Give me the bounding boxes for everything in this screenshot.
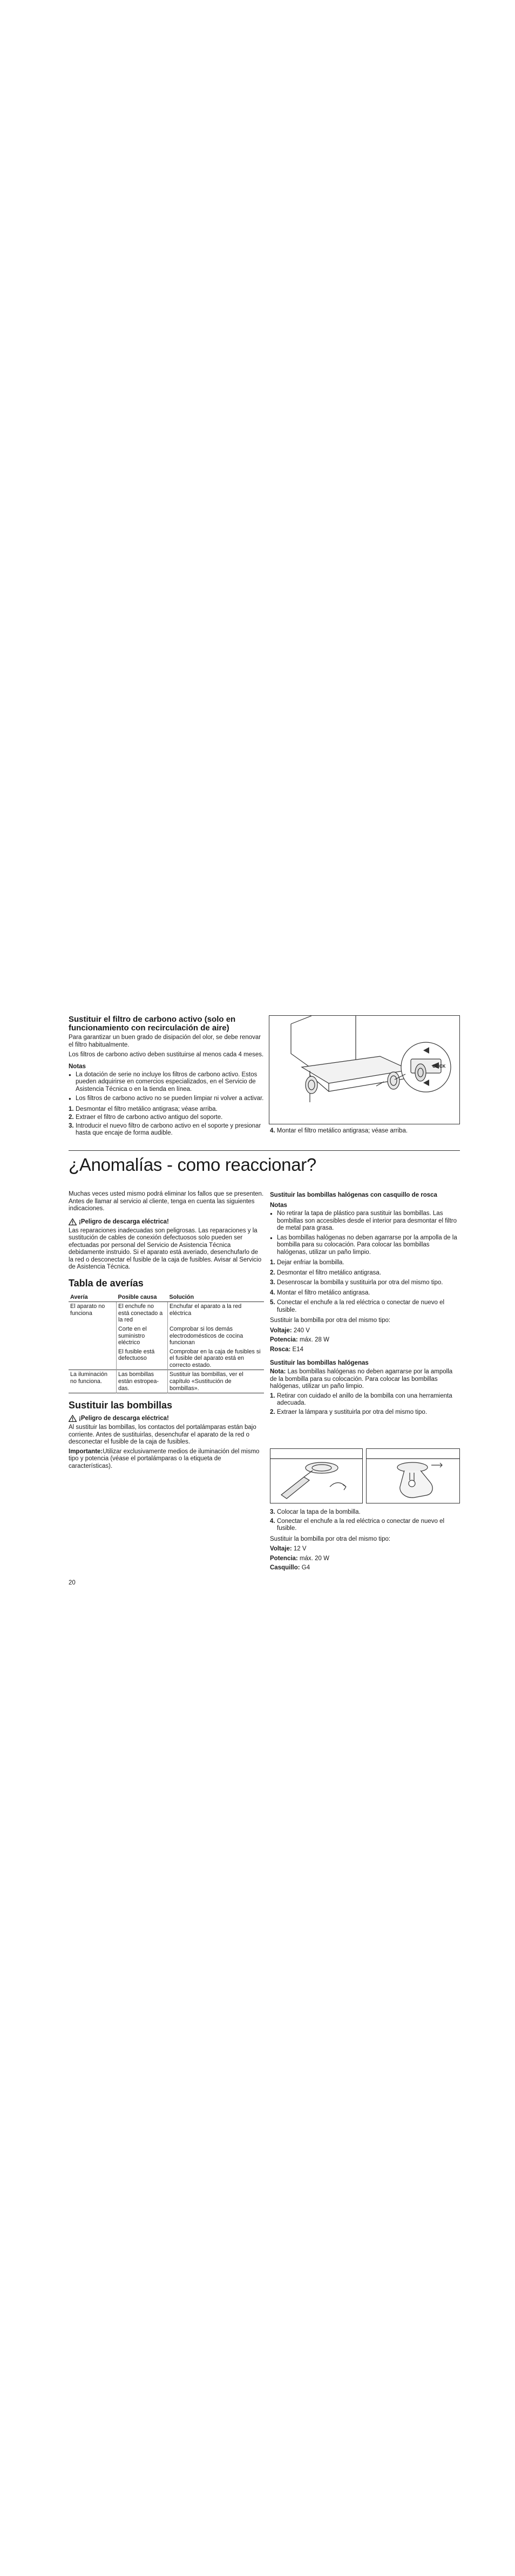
halogen-title: Sustituir las bombillas halógenas [270,1360,369,1366]
list-item: 4. Montar el filtro metálico antigrasa. [270,1289,370,1296]
bulb-hand-drawing [367,1449,459,1503]
halogen-final-steps [270,1509,460,1533]
bulb-ring-drawing [270,1449,362,1503]
list-item: 4. Conectar el enchufe a la red eléctrica o conectar de nuevo el fusible. [270,1518,445,1532]
spec-voltage: Voltaje: 12 V [270,1546,307,1552]
page-title: ¿Anomalías - como reaccionar? [69,1155,316,1175]
page-number: 20 [69,1580,76,1586]
list-item: ● La dotación de serie no incluye los filtros de carbono activo. Estos pueden adquirirse en comercios especializados, en el Servicio de Asistencia Técnica o en la tienda en línea. [69,1071,264,1094]
table-row: Corte en el suministro eléctrico Comprobar si los demás electrodomésticos de cocina funcionan [69,1325,264,1347]
halogen-replace: Sustituir la bombilla por otra del mismo tipo: [270,1535,391,1542]
halogen-screw-section [270,1192,460,1417]
danger-label: ¡Peligro de descarga eléctrica! [79,1218,169,1225]
halogen-note: Nota: Las bombillas halógenas no deben agarrarse por la ampolla de la bombilla para su colocación. Para colocar las bombillas halógenas, utilizar un paño limpio. [270,1368,453,1390]
list-item: 3. Colocar la tapa de la bombilla. [270,1509,361,1515]
bulbs-danger-warning [69,1415,264,1422]
carbon-final-step: 4. Montar el filtro metálico antigrasa; véase arriba. [270,1128,408,1134]
bulbs-title: Sustituir las bombillas [69,1400,173,1411]
list-item: 1. Dejar enfriar la bombilla. [270,1259,344,1266]
warning-triangle-icon [69,1415,77,1422]
bulbs-danger-label: ¡Peligro de descarga eléctrica! [79,1415,169,1422]
list-item: 2. Desmontar el filtro metálico antigrasa. [270,1269,382,1276]
spec-voltage: Voltaje: 240 V [270,1327,310,1334]
halogen-final-section [270,1508,460,1572]
carbon-filter-intro: Para garantizar un buen grado de disipación del olor, se debe renovar el filtro habitualmente. [69,1034,261,1048]
spec-power: Potencia: máx. 28 W [270,1337,329,1343]
halogen-screw-steps [270,1259,460,1314]
halogen-steps [270,1393,460,1417]
hood-filter-drawing [269,1016,459,1124]
spec-thread: Rosca: E14 [270,1346,304,1353]
carbon-filter-illustration [269,1015,460,1124]
bulbs-danger-text: Al sustituir las bombillas, los contactos del portalámparas están bajo corriente. Antes de sustituirlas, desenchufar el aparato de la red o desconectar el fusible de la caja de fusibles. [69,1424,256,1446]
bulb-replace-illustration [366,1448,460,1503]
carbon-filter-interval: Los filtros de carbono activo deben sustituirse al menos cada 4 meses. [69,1051,264,1058]
carbon-notes-list [69,1071,264,1103]
list-item: 1. Retirar con cuidado el anillo de la bombilla con una herramienta adecuada. [270,1392,452,1406]
click-label: CLICK [432,1064,446,1069]
list-item: 2. Extraer el filtro de carbono activo antiguo del soporte. [69,1114,223,1121]
spec-power: Potencia: máx. 20 W [270,1555,329,1562]
halogen-notes-label: Notas [270,1202,287,1209]
fault-table-title: Tabla de averías [69,1277,144,1289]
list-item: 3. Desenroscar la bombilla y sustituirla por otra del mismo tipo. [270,1279,443,1286]
section-divider [69,1150,460,1151]
table-header: Solución [168,1293,265,1302]
list-item: 3. Introducir el nuevo filtro de carbono activo en el soporte y presionar hasta que encaje de forma audible. [69,1122,261,1136]
troubleshooting-left-column [69,1191,264,1470]
troubleshooting-intro: Muchas veces usted mismo podrá eliminar los fallos que se presenten. Antes de llamar al servicio al cliente, tenga en cuenta las siguientes indicaciones. [69,1191,264,1212]
warning-triangle-icon [69,1218,77,1225]
table-header: Avería [69,1293,117,1302]
list-item: ● Los filtros de carbono activo no se pueden limpiar ni volver a activar. [69,1095,264,1103]
table-row: El fusible está defectuoso Comprobar en la caja de fusibles si el fusible del aparato está en correcto estado. [69,1347,264,1370]
carbon-filter-section [69,1015,264,1138]
list-item: 5. Conectar el enchufe a la red eléctrica o conectar de nuevo el fusible. [270,1299,445,1313]
important-note: Importante:Utilizar exclusivamente medios de iluminación del mismo tipo y potencia (véase el portalámparas o la etiqueta de características). [69,1448,260,1469]
list-item: ● No retirar la tapa de plástico para sustituir las bombillas. Las bombillas son accesibles desde el interior para desmontar el filtro de metal para grasa. [270,1210,460,1232]
spec-base: Casquillo: G4 [270,1565,310,1571]
carbon-filter-title: Sustituir el filtro de carbono activo (solo en funcionamiento con recirculación de aire) [69,1015,236,1033]
halogen-screw-title: Sustituir las bombillas halógenas con casquillo de rosca [270,1192,437,1198]
list-item: 2. Extraer la lámpara y sustituirla por otra del mismo tipo. [270,1408,428,1415]
halogen-screw-replace: Sustituir la bombilla por otra del mismo tipo: [270,1317,391,1324]
troubleshooting-heading [69,1155,460,1175]
list-item: 1. Desmontar el filtro metálico antigrasa; véase arriba. [69,1105,218,1112]
table-header-row [69,1293,264,1302]
list-item: ● Las bombillas halógenas no deben agarrarse por la ampolla de la bombilla para su colocación. Para colocar las bombillas halógenas, utilizar un paño limpio. [270,1235,460,1257]
carbon-steps-list [69,1106,264,1137]
halogen-notes-list [270,1210,460,1256]
fault-table [69,1293,264,1394]
bulb-removal-illustration [270,1448,363,1503]
carbon-notes-label: Notas [69,1063,86,1070]
table-header: Posible causa [117,1293,168,1302]
danger-warning [69,1218,264,1226]
table-row: La iluminación no funciona. Las bombillas están estropea-das. Sustituir las bombillas, ver el capítulo «Sustitución de bombillas». [69,1370,264,1393]
table-row: El aparato no funciona El enchufe no está conectado a la red Enchufar el aparato a la red eléctrica [69,1302,264,1325]
danger-text: Las reparaciones inadecuadas son peligrosas. Las reparaciones y la sustitución de cables de conexión defectuosos solo pueden ser efectuadas por personal del Servicio de Asistencia Técnica debidamente instruido. Si el aparato está averiado, desenchufarlo de la red o desconectar el fusible de la caja de fusibles. Avisar al Servicio de Asistencia Técnica. [69,1227,262,1271]
